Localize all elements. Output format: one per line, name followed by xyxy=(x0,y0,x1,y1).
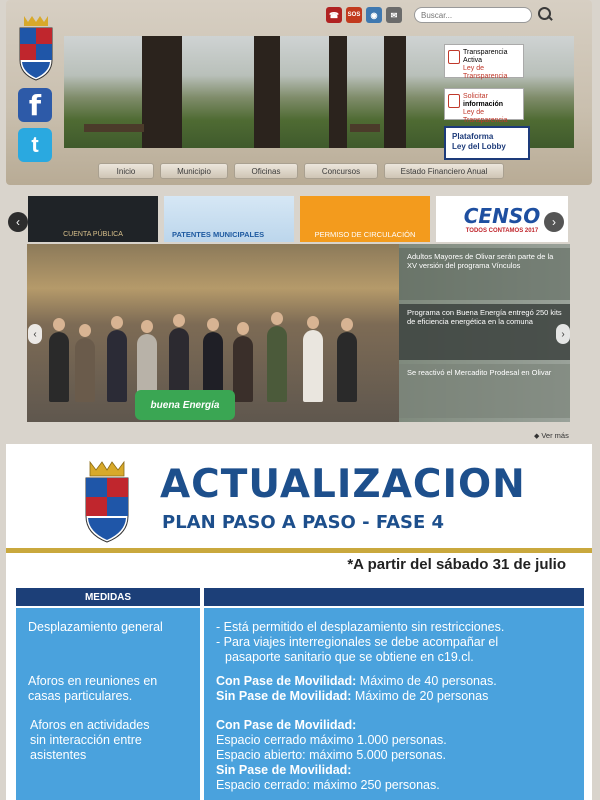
municipal-crest-icon[interactable] xyxy=(16,14,56,84)
transparencia-activa-button[interactable]: Transparencia Activa Ley de Transparencia xyxy=(444,44,524,78)
mail-icon[interactable]: ✉ xyxy=(386,7,402,23)
announcement-subtitle: PLAN PASO A PASO - FASE 4 xyxy=(162,512,445,533)
facebook-icon[interactable]: f xyxy=(18,88,52,122)
date-line: *A partir del sábado 31 de julio xyxy=(347,556,566,573)
solicitar-informacion-button[interactable]: Solicitar información Ley de Transparencia xyxy=(444,88,524,120)
table-column-values xyxy=(204,608,584,800)
news-slider xyxy=(27,244,570,422)
news-item[interactable]: Se reactivó el Mercadito Prodesal en Olivar xyxy=(399,364,570,418)
main-nav xyxy=(98,163,504,179)
permiso-label: PERMISO DE CIRCULACIÓN xyxy=(314,230,416,239)
patentes-label: PATENTES MUNICIPALES xyxy=(172,230,265,239)
measures-table xyxy=(16,588,584,800)
nav-municipio[interactable]: Municipio xyxy=(160,163,228,179)
web-icon[interactable]: ◉ xyxy=(366,7,382,23)
phone-icon[interactable]: ☎ xyxy=(326,7,342,23)
row-label-aforos-actividades: Aforos en actividades sin interacción entre asistentes xyxy=(30,718,150,762)
row-value-aforos-casas: Con Pase de Movilidad: Máximo de 40 personas. Sin Pase de Movilidad: Máximo de 20 personas xyxy=(216,674,497,703)
ley-del-lobby-button[interactable]: Plataforma Ley del Lobby xyxy=(444,126,530,160)
chevron-left-icon[interactable]: ‹ xyxy=(28,324,42,344)
nav-oficinas[interactable]: Oficinas xyxy=(234,163,298,179)
announcement-banner[interactable] xyxy=(6,444,592,800)
search-input[interactable] xyxy=(414,7,532,23)
nav-estado-financiero[interactable]: Estado Financiero Anual xyxy=(384,163,504,179)
ver-mas-link[interactable]: ◆ Ver más xyxy=(534,431,569,440)
chevron-right-icon[interactable]: › xyxy=(556,324,570,344)
links-carousel xyxy=(28,196,568,242)
table-header-right xyxy=(204,588,584,606)
announcement-title: ACTUALIZACION xyxy=(160,462,526,507)
municipal-crest-icon xyxy=(82,460,132,544)
row-value-aforos-actividades: Con Pase de Movilidad: Espacio cerrado máximo 1.000 personas. Espacio abierto: máximo 5.000 personas. Sin Pase de Movilidad: Espacio cerrado: máximo 250 personas. xyxy=(216,718,447,792)
info-icon xyxy=(448,94,460,108)
censo-sub: TODOS CONTAMOS 2017 xyxy=(465,228,539,234)
chevron-right-icon[interactable]: › xyxy=(544,212,564,232)
divider xyxy=(6,548,592,553)
row-value-desplazamiento: - Está permitido el desplazamiento sin restricciones. - Para viajes interregionales se debe acompañar el pasaporte sanitario que se obtiene en c19.cl. xyxy=(216,620,505,664)
chevron-left-icon[interactable]: ‹ xyxy=(8,212,28,232)
permiso-circulacion-tile[interactable] xyxy=(300,196,430,242)
buena-energia-sign: buena Energía xyxy=(135,390,235,420)
row-label-desplazamiento: Desplazamiento general xyxy=(28,620,163,634)
cuenta-publica-tile[interactable] xyxy=(28,196,158,242)
row-label-aforos-casas: Aforos en reuniones en casas particulares. xyxy=(28,674,158,703)
search-icon[interactable] xyxy=(536,6,554,24)
news-item[interactable]: Programa con Buena Energía entregó 250 kits de eficiencia energética en la comuna xyxy=(399,304,570,360)
nav-concursos[interactable]: Concursos xyxy=(304,163,378,179)
cuenta-publica-label: CUENTA PÚBLICA xyxy=(63,231,123,238)
top-toolbar xyxy=(326,5,554,25)
table-column-labels xyxy=(16,608,200,800)
site-header xyxy=(6,0,592,185)
news-photo[interactable] xyxy=(27,244,399,422)
sos-icon[interactable]: SOS xyxy=(346,7,362,23)
nav-inicio[interactable]: Inicio xyxy=(98,163,154,179)
censo-label: CENSO xyxy=(463,204,541,228)
news-item[interactable]: Adultos Mayores de Olivar serán parte de la XV versión del programa Vínculos xyxy=(399,248,570,300)
news-list xyxy=(399,244,570,422)
twitter-icon[interactable]: t xyxy=(18,128,52,162)
table-header-medidas: MEDIDAS xyxy=(16,588,200,606)
document-icon xyxy=(448,50,460,64)
patentes-municipales-tile[interactable] xyxy=(164,196,294,242)
